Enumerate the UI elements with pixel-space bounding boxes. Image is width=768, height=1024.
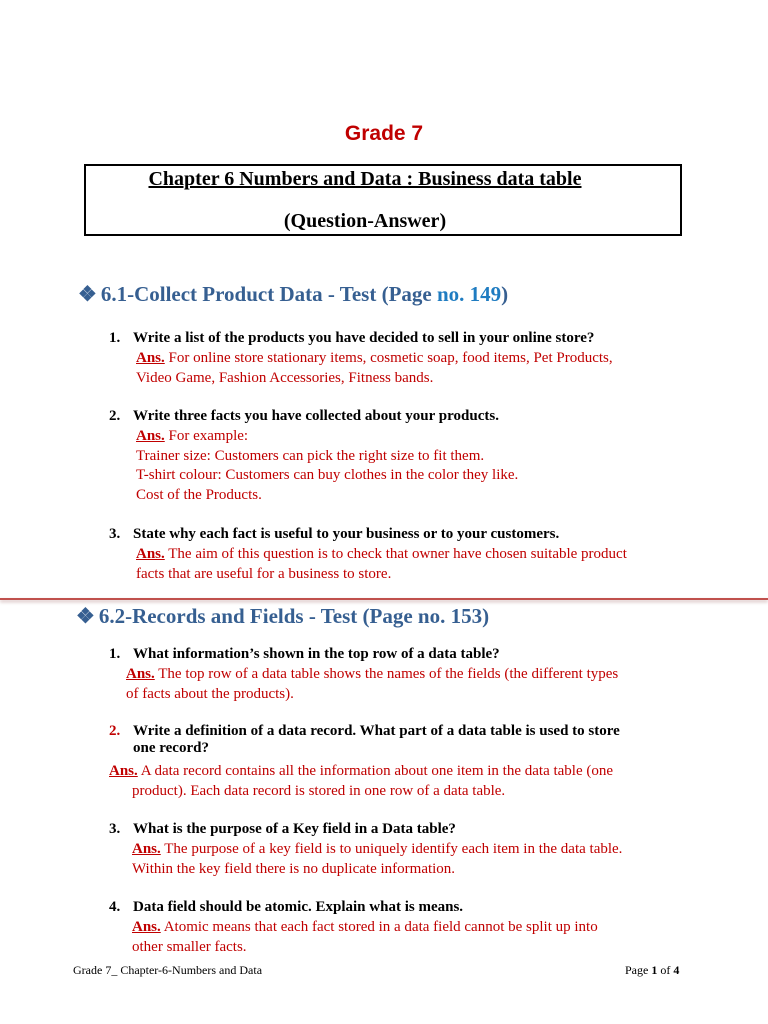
answer-2-2: Ans. A data record contains all the information about one item in the data table (one product). Each data record is stored in one row of a data table.	[109, 763, 614, 799]
answer-2-4: Ans. Atomic means that each fact stored in a data field cannot be split up into other smaller facts.	[132, 919, 598, 955]
diamond-bullet-icon: ❖	[78, 282, 97, 306]
chapter-subtitle: (Question-Answer)	[283, 210, 447, 232]
footer-page-number: Page 1 of 4	[625, 963, 680, 977]
question-2-3: 3. What is the purpose of a Key field in a Data table?	[109, 821, 456, 837]
question-2-4: 4. Data field should be atomic. Explain what is means.	[109, 899, 464, 915]
answer-2-3: Ans. The purpose of a key field is to uniquely identify each item in the data table. Within the key field there is no duplicate information.	[132, 841, 623, 877]
answer-1-2: Ans. For example: Trainer size: Customers can pick the right size to fit them. T-shirt colour: Customers can buy clothes in the color they like. Cost of the Products.	[136, 428, 519, 503]
question-1-2: 2. Write three facts you have collected about your products.	[109, 408, 499, 424]
section-6-1-heading: ❖ 6.1-Collect Product Data - Test (Page no. 149)	[78, 282, 509, 306]
question-2-2: 2. Write a definition of a data record. What part of a data table is used to store one record?	[109, 723, 620, 756]
section-divider	[0, 598, 768, 600]
footer-chapter-label: Grade 7_ Chapter-6-Numbers and Data	[73, 963, 263, 977]
question-2-1: 1. What information’s shown in the top row of a data table?	[109, 646, 500, 662]
chapter-title: Chapter 6 Numbers and Data : Business data table	[148, 168, 582, 190]
answer-1-1: Ans. For online store stationary items, cosmetic soap, food items, Pet Products, Video Game, Fashion Accessories, Fitness bands.	[136, 350, 613, 386]
question-1-3: 3. State why each fact is useful to your business or to your customers.	[109, 526, 560, 542]
answer-2-1: Ans. The top row of a data table shows the names of the fields (the different types of facts about the products).	[126, 666, 619, 702]
answer-1-3: Ans. The aim of this question is to check that owner have chosen suitable product facts that are useful for a business to store.	[136, 546, 627, 582]
grade-heading: Grade 7	[344, 122, 424, 145]
diamond-bullet-icon: ❖	[76, 604, 95, 628]
section-6-2-heading: ❖ 6.2-Records and Fields - Test (Page no. 153)	[76, 604, 490, 628]
question-1-1: 1. Write a list of the products you have decided to sell in your online store?	[109, 330, 595, 346]
